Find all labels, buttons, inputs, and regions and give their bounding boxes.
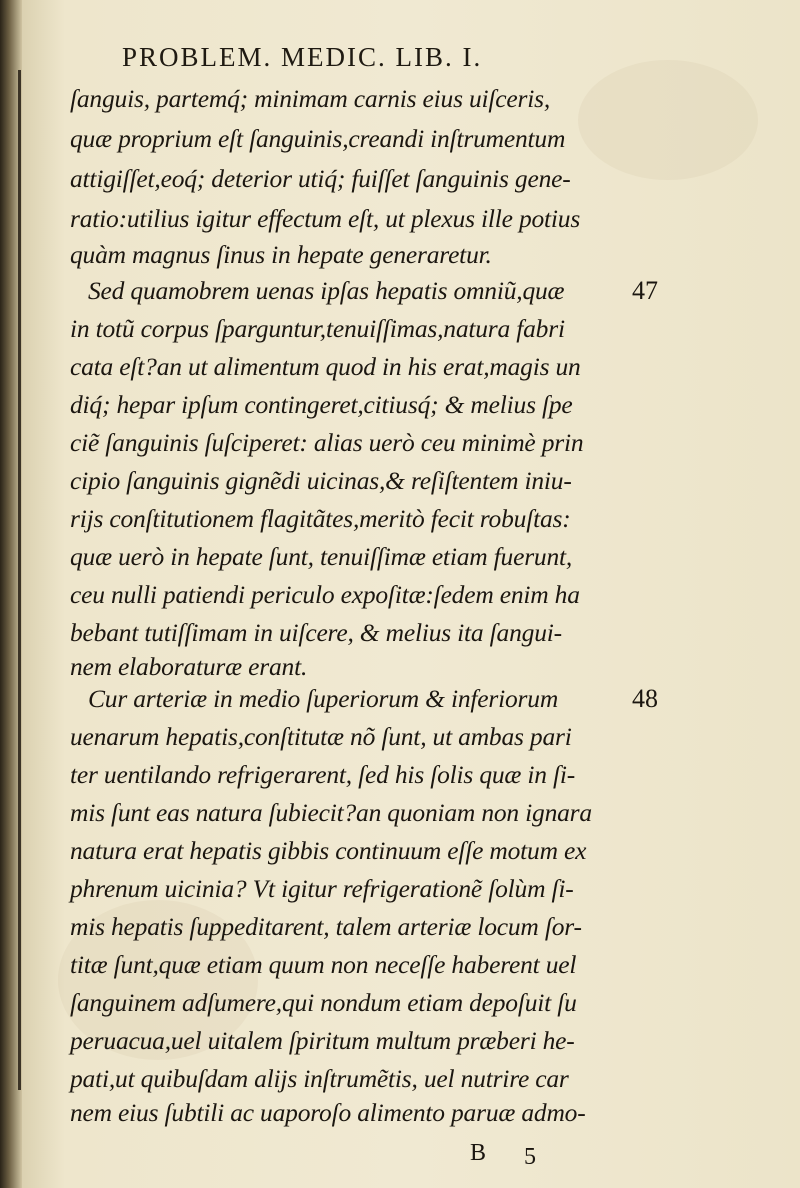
book-page (18, 0, 800, 1188)
signature-mark: B (470, 1140, 487, 1166)
text-line: nem elaboraturæ erant. (70, 652, 308, 681)
text-line: mis hepatis ſuppeditarent, talem arteriæ locum ſor- (70, 912, 582, 941)
paper-stain (578, 60, 758, 180)
text-line: attigiſſet,eoq́; deterior utiq́; fuiſſet ſanguinis gene- (70, 164, 571, 193)
text-line: quàm magnus ſinus in hepate generaretur. (70, 240, 492, 269)
text-line: diq́; hepar ipſum contingeret,citiusq́; & melius ſpe (70, 390, 573, 419)
signature-number: 5 (524, 1144, 536, 1170)
margin-number: 48 (632, 684, 658, 713)
text-line: ciẽ ſanguinis ſuſciperet: alias uerò ceu minimè prin (70, 428, 584, 457)
text-line: ſanguis, partemq́; minimam carnis eius uiſceris, (70, 84, 551, 113)
text-line: uenarum hepatis,conſtitutæ nõ ſunt, ut ambas pari (70, 722, 572, 751)
text-line: ratio:utilius igitur effectum eſt, ut plexus ille potius (70, 204, 581, 233)
text-line: in totũ corpus ſparguntur,tenuiſſimas,natura fabri (70, 314, 565, 343)
text-line: nem eius ſubtili ac uaporoſo alimento paruæ admo- (70, 1098, 586, 1127)
text-line: cata eſt?an ut alimentum quod in his erat,magis un (70, 352, 581, 381)
text-line: phrenum uicinia? Vt igitur refrigerationẽ ſolùm ſi- (70, 874, 574, 903)
text-line: quæ uerò in hepate ſunt, tenuiſſimæ etiam fuerunt, (70, 542, 573, 571)
text-line: natura erat hepatis gibbis continuum eſſe motum ex (70, 836, 587, 865)
text-line: ſanguinem adſumere,qui nondum etiam depoſuit ſu (70, 988, 577, 1017)
text-line: pati,ut quibuſdam alijs inſtrumẽtis, uel nutrire car (70, 1064, 569, 1093)
text-line: rijs conſtitutionem flagitãtes,meritò fecit robuſtas: (70, 504, 571, 533)
text-line: titæ ſunt,quæ etiam quum non neceſſe haberent uel (70, 950, 577, 979)
text-line: peruacua,uel uitalem ſpiritum multum præberi he- (70, 1026, 575, 1055)
gutter-line (18, 70, 21, 1090)
margin-number: 47 (632, 276, 658, 305)
text-line: quæ proprium eſt ſanguinis,creandi inſtrumentum (70, 124, 566, 153)
text-line: Cur arteriæ in medio ſuperiorum & inferiorum (88, 684, 559, 713)
text-line: cipio ſanguinis gignẽdi uicinas,& reſiſtentem iniu- (70, 466, 572, 495)
text-line: Sed quamobrem uenas ipſas hepatis omniũ,quæ (88, 276, 565, 305)
text-line: ceu nulli patiendi periculo expoſitæ:ſedem enim ha (70, 580, 580, 609)
text-line: bebant tutiſſimam in uiſcere, & melius ita ſangui- (70, 618, 562, 647)
running-header: PROBLEM. MEDIC. LIB. I. (122, 42, 483, 72)
text-line: mis ſunt eas natura ſubiecit?an quoniam non ignara (70, 798, 592, 827)
text-line: ter uentilando refrigerarent, ſed his ſolis quæ in ſi- (70, 760, 576, 789)
